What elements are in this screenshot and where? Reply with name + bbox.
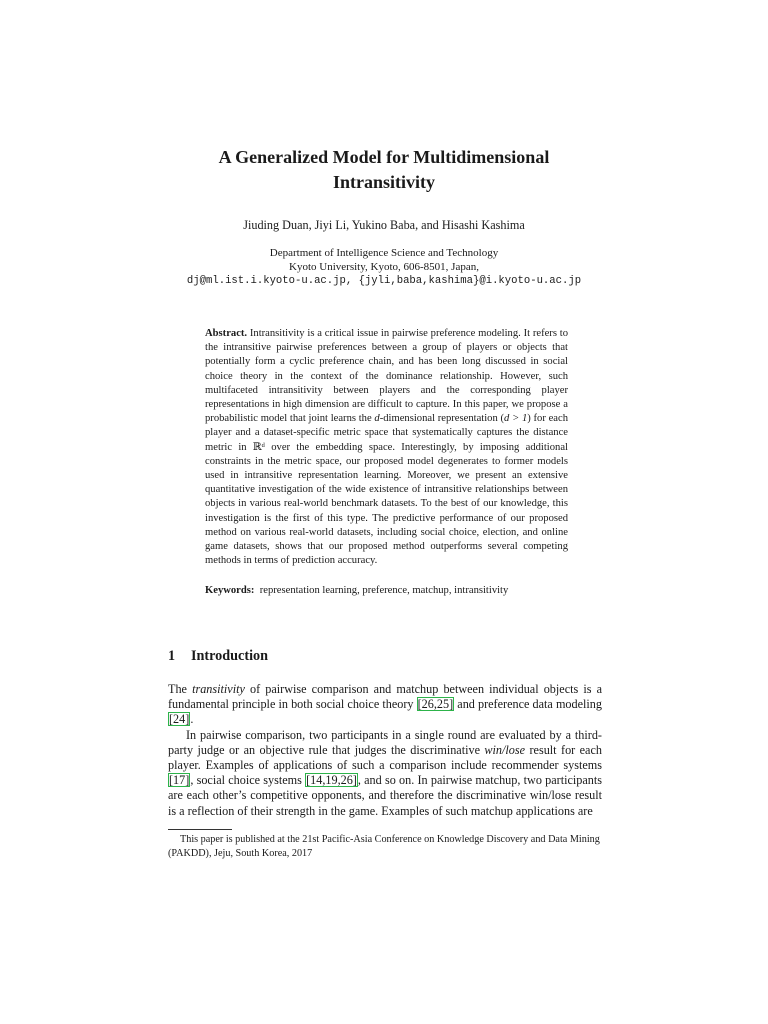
intro-p1-text-4: . [190,712,194,727]
citation-link[interactable]: [17] [169,773,190,788]
abstract-text-1: Intransitivity is a critical issue in pairwise preference modeling. It refers to the intransitive pairwise preferences between a group of players or objects that potentially form a cyclic preference chain, and has been long discussed in social choice theory in the context of the dominance relationship. However, such multifaceted intransitivity between players and the corresponding player representations in high dimension are difficult to capture. In this paper, we propose a probabilistic model that joint learns the [205,328,568,425]
keywords [205,584,568,598]
citation-link[interactable]: [24] [169,712,190,727]
footnote: This paper is published at the 21st Pacific-Asia Conference on Knowledge Discovery and Data Mining (PAKDD), Jeju, South Korea, 2017 [168,834,600,859]
abstract-math-d-gt-1: d > 1 [504,413,528,425]
affiliation [0,246,768,288]
intro-p2-text-2: result for each player. Examples of applications of such a comparison include recommender systems [168,742,602,773]
abstract-label: Abstract. [205,328,248,339]
author-emails: dj@ml.ist.i.kyoto-u.ac.jp, {jyli,baba,kashima}@i.kyoto-u.ac.jp [186,275,582,287]
section-heading-introduction [168,648,268,665]
introduction-body [168,682,602,819]
intro-p1-text-3: and preference data modeling [454,697,602,712]
abstract-text-2: -dimensional representation ( [379,413,505,425]
intro-p1-text-1: The [168,682,193,696]
author-list: Jiuding Duan, Jiyi Li, Yukino Baba, and Hisashi Kashima [243,218,525,232]
keywords-label: Keywords: [205,585,255,596]
intro-p2-emphasis: win/lose [484,742,526,757]
intro-p2-text-1: In pairwise comparison, two participants in a single round are evaluated by a third-party judge or an objective rule that judges the discriminative [168,727,602,757]
intro-p2-text-3: , social choice systems [190,773,306,788]
footnote-rule [168,829,232,830]
intro-paragraph-2 [168,728,602,819]
citation-link[interactable]: [14,19,26] [306,773,357,788]
title-line-2: Intransitivity [332,172,435,192]
title-line-1: A Generalized Model for Multidimensional [218,147,550,167]
intro-p1-text-2: of pairwise comparison and matchup between individual objects is a fundamental principle in both social choice theory [168,682,603,712]
intro-paragraph-1 [168,682,602,728]
abstract-math-d: d [374,413,380,425]
abstract-text-4: over the embedding space. Interestingly, by imposing additional constraints in the metric space, our proposed model degenerates to former models used in intransitive representation learning. Moreover, we present an extensive quantitative investigation of the wide existence of intransitive relationships between objects in various real-world benchmark datasets. To the best of our knowledge, this investigation is the first of this type. The predictive performance of our proposed method on various real-world datasets, including social choice, election, and online game datasets, shows that our proposed method outperforms several competing methods in terms of prediction accuracy. [205,441,568,567]
section-number: 1 [168,648,176,664]
paper-title [0,145,768,195]
affiliation-university: Kyoto University, Kyoto, 606-8501, Japan, [289,261,479,273]
citation-link[interactable]: [26,25] [417,697,454,712]
keywords-text: representation learning, preference, matchup, intransitivity [259,585,509,596]
abstract-math-rd: ℝᵈ [252,441,265,453]
intro-p2-text-4: , and so on. In pairwise matchup, two participants are each other’s competitive opponents, and therefore the discriminative win/lose result is a reflection of their strength in the game. Examples of such matchup applications are [168,773,602,818]
abstract-text-3: ) for each player and a dataset-specific metric space that systematically captures the distance metric in [205,413,569,453]
abstract [205,327,568,568]
intro-p1-emphasis: transitivity [192,682,245,696]
section-title: Introduction [191,648,268,664]
affiliation-department: Department of Intelligence Science and Technology [269,247,499,259]
